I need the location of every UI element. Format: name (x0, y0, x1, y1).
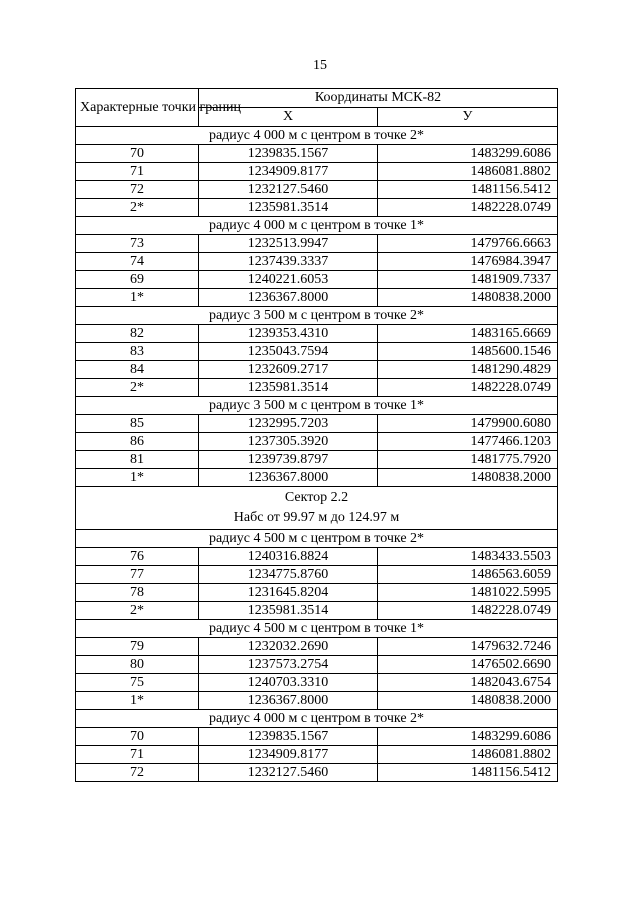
x-coordinate: 1234775.8760 (199, 566, 378, 584)
page-number: 15 (313, 58, 327, 73)
x-coordinate: 1236367.8000 (199, 289, 378, 307)
point-id: 70 (76, 145, 199, 163)
point-id: 1* (76, 692, 199, 710)
table-row (76, 451, 558, 469)
point-id: 79 (76, 638, 199, 656)
x-coordinate: 1235981.3514 (199, 602, 378, 620)
y-coordinate: 1481775.7920 (378, 451, 558, 469)
coords-header: Координаты МСК-82 (199, 89, 558, 108)
point-id: 75 (76, 674, 199, 692)
table-row (76, 271, 558, 289)
table-row (76, 469, 558, 487)
x-coordinate: 1239739.8797 (199, 451, 378, 469)
x-coordinate: 1235043.7594 (199, 343, 378, 361)
table-row (76, 145, 558, 163)
x-header: Х (199, 108, 378, 127)
y-coordinate: 1483433.5503 (378, 548, 558, 566)
section-title: радиус 4 500 м с центром в точке 2* (76, 530, 558, 548)
x-coordinate: 1239835.1567 (199, 728, 378, 746)
sector-title (76, 487, 558, 530)
sector-height-range: Набс от 99.97 м до 124.97 м (233, 510, 400, 525)
table-row (76, 235, 558, 253)
x-coordinate: 1237573.2754 (199, 656, 378, 674)
x-coordinate: 1231645.8204 (199, 584, 378, 602)
table-body (76, 127, 558, 782)
y-coordinate: 1486081.8802 (378, 163, 558, 181)
y-coordinate: 1485600.1546 (378, 343, 558, 361)
table-row (76, 199, 558, 217)
table-row (76, 379, 558, 397)
point-id: 2* (76, 602, 199, 620)
y-coordinate: 1480838.2000 (378, 692, 558, 710)
x-coordinate: 1234909.8177 (199, 163, 378, 181)
point-id: 1* (76, 469, 199, 487)
section-title: радиус 4 500 м с центром в точке 1* (76, 620, 558, 638)
table-row (76, 325, 558, 343)
y-coordinate: 1482228.0749 (378, 199, 558, 217)
point-id: 73 (76, 235, 199, 253)
x-coordinate: 1232995.7203 (199, 415, 378, 433)
point-id: 72 (76, 181, 199, 199)
y-coordinate: 1486081.8802 (378, 746, 558, 764)
y-coordinate: 1477466.1203 (378, 433, 558, 451)
table-row (76, 692, 558, 710)
y-coordinate: 1486563.6059 (378, 566, 558, 584)
point-id: 74 (76, 253, 199, 271)
section-title: радиус 3 500 м с центром в точке 2* (76, 307, 558, 325)
point-id: 82 (76, 325, 199, 343)
y-coordinate: 1480838.2000 (378, 289, 558, 307)
y-coordinate: 1476984.3947 (378, 253, 558, 271)
x-coordinate: 1240703.3310 (199, 674, 378, 692)
x-coordinate: 1235981.3514 (199, 199, 378, 217)
table-row (76, 746, 558, 764)
section-title: радиус 4 000 м с центром в точке 2* (76, 710, 558, 728)
table-row (76, 289, 558, 307)
x-coordinate: 1232032.2690 (199, 638, 378, 656)
point-id: 2* (76, 379, 199, 397)
x-coordinate: 1236367.8000 (199, 469, 378, 487)
y-coordinate: 1480838.2000 (378, 469, 558, 487)
y-coordinate: 1481290.4829 (378, 361, 558, 379)
table-row (76, 361, 558, 379)
point-id: 85 (76, 415, 199, 433)
section-title: радиус 3 500 м с центром в точке 1* (76, 397, 558, 415)
y-coordinate: 1482228.0749 (378, 379, 558, 397)
point-id: 84 (76, 361, 199, 379)
y-coordinate: 1476502.6690 (378, 656, 558, 674)
y-coordinate: 1482228.0749 (378, 602, 558, 620)
x-coordinate: 1236367.8000 (199, 692, 378, 710)
section-title: радиус 4 000 м с центром в точке 1* (76, 217, 558, 235)
point-id: 81 (76, 451, 199, 469)
x-coordinate: 1234909.8177 (199, 746, 378, 764)
x-coordinate: 1240316.8824 (199, 548, 378, 566)
point-id: 70 (76, 728, 199, 746)
table-row (76, 163, 558, 181)
x-coordinate: 1240221.6053 (199, 271, 378, 289)
y-header: У (378, 108, 558, 127)
y-coordinate: 1483165.6669 (378, 325, 558, 343)
y-coordinate: 1482043.6754 (378, 674, 558, 692)
table-row (76, 764, 558, 782)
point-id: 69 (76, 271, 199, 289)
section-row (76, 710, 558, 728)
section-row (76, 307, 558, 325)
coordinates-table (75, 88, 558, 782)
point-id: 1* (76, 289, 199, 307)
sector-name: Сектор 2.2 (284, 490, 349, 505)
section-row (76, 127, 558, 145)
table-row (76, 415, 558, 433)
table-row (76, 181, 558, 199)
point-id: 80 (76, 656, 199, 674)
y-coordinate: 1483299.6086 (378, 145, 558, 163)
x-coordinate: 1232513.9947 (199, 235, 378, 253)
point-id: 72 (76, 764, 199, 782)
x-coordinate: 1239835.1567 (199, 145, 378, 163)
section-row (76, 397, 558, 415)
x-coordinate: 1235981.3514 (199, 379, 378, 397)
point-id: 77 (76, 566, 199, 584)
y-coordinate: 1483299.6086 (378, 728, 558, 746)
table-row (76, 566, 558, 584)
section-row (76, 530, 558, 548)
table-row (76, 674, 558, 692)
point-id: 71 (76, 746, 199, 764)
point-id: 86 (76, 433, 199, 451)
x-coordinate: 1239353.4310 (199, 325, 378, 343)
y-coordinate: 1481156.5412 (378, 181, 558, 199)
table-row (76, 728, 558, 746)
table-row (76, 656, 558, 674)
y-coordinate: 1479632.7246 (378, 638, 558, 656)
sector-row (76, 487, 558, 530)
y-coordinate: 1479766.6663 (378, 235, 558, 253)
x-coordinate: 1232609.2717 (199, 361, 378, 379)
x-coordinate: 1232127.5460 (199, 764, 378, 782)
points-header: Характерные точки границ (76, 89, 199, 127)
y-coordinate: 1481156.5412 (378, 764, 558, 782)
section-row (76, 620, 558, 638)
y-coordinate: 1479900.6080 (378, 415, 558, 433)
point-id: 76 (76, 548, 199, 566)
section-row (76, 217, 558, 235)
table-row (76, 584, 558, 602)
table-row (76, 638, 558, 656)
table-row (76, 548, 558, 566)
point-id: 71 (76, 163, 199, 181)
table-row (76, 602, 558, 620)
x-coordinate: 1232127.5460 (199, 181, 378, 199)
x-coordinate: 1237305.3920 (199, 433, 378, 451)
table-row (76, 253, 558, 271)
section-title: радиус 4 000 м с центром в точке 2* (76, 127, 558, 145)
point-id: 2* (76, 199, 199, 217)
point-id: 83 (76, 343, 199, 361)
table-row (76, 433, 558, 451)
point-id: 78 (76, 584, 199, 602)
y-coordinate: 1481909.7337 (378, 271, 558, 289)
y-coordinate: 1481022.5995 (378, 584, 558, 602)
table-row (76, 343, 558, 361)
x-coordinate: 1237439.3337 (199, 253, 378, 271)
